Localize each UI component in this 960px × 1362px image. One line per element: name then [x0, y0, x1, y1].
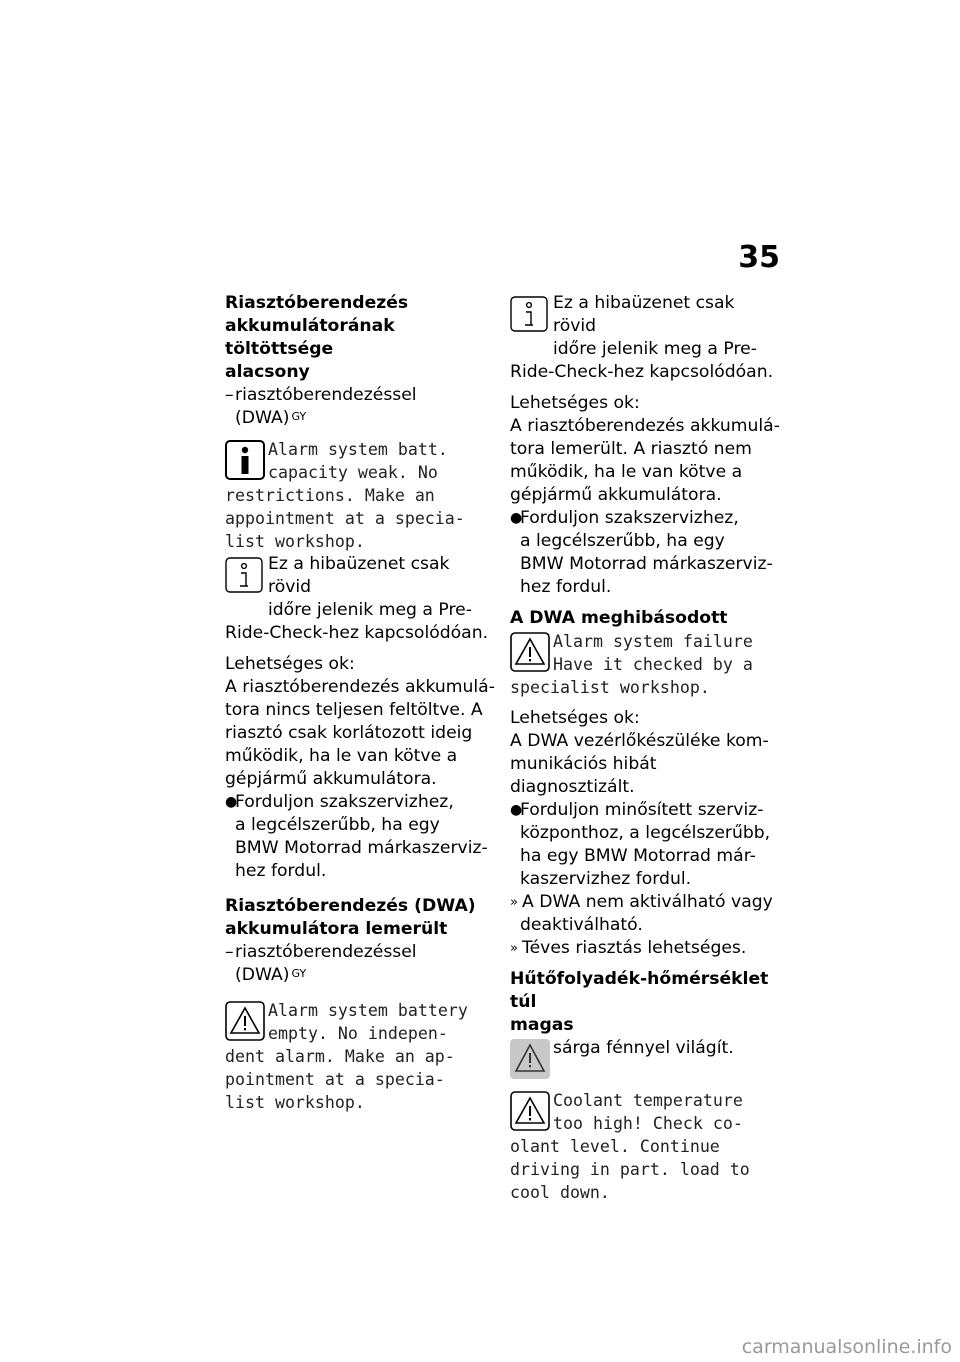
info-text: Ride-Check-hez kapcsolódóan.	[510, 362, 774, 382]
cause-text: Lehetséges ok:	[510, 393, 640, 413]
condition-text-part: (DWA)	[235, 408, 290, 428]
display-message: appointment at a specia-	[225, 509, 465, 528]
action-text: kaszervizhez fordul.	[520, 869, 692, 889]
display-message: too high! Check co-	[553, 1114, 743, 1133]
section-heading: Riasztóberendezés	[225, 293, 409, 313]
action-text: a legcélszerűbb, ha egy	[520, 531, 725, 551]
cause-text: A riasztóberendezés akkumulá-	[225, 677, 495, 697]
action-text: Forduljon minősített szerviz-	[520, 800, 764, 820]
action-text: központhoz, a legcélszerűbb,	[520, 823, 771, 843]
watermark: carmanualsonline.info	[741, 1336, 952, 1358]
bullet-marker: ●	[510, 802, 523, 818]
action-text: hez fordul.	[520, 577, 612, 597]
bullet-marker: ●	[510, 510, 523, 526]
warning-lamp-icon	[510, 1039, 550, 1079]
cause-text: működik, ha le van kötve a	[510, 462, 743, 482]
market-code: GY	[291, 410, 307, 423]
action-text: a legcélszerűbb, ha egy	[235, 815, 440, 835]
display-message: Alarm system batt.	[268, 440, 448, 459]
display-message: pointment at a specia-	[225, 1070, 445, 1089]
display-message: Alarm system battery	[268, 1001, 468, 1020]
action-text: BMW Motorrad márkaszerviz-	[520, 554, 773, 574]
cause-text: A riasztóberendezés akkumulá-	[510, 416, 780, 436]
right-column	[510, 292, 782, 1204]
info-text: időre jelenik meg a Pre-	[268, 600, 472, 620]
warning-lamp-row	[510, 1037, 782, 1083]
cause-text: Lehetséges ok:	[225, 654, 355, 674]
condition-text: riasztóberendezéssel	[235, 385, 417, 405]
info-text: időre jelenik meg a Pre-	[553, 339, 757, 359]
warning-triangle-icon	[225, 1001, 265, 1041]
section-heading: Riasztóberendezés (DWA)	[225, 896, 476, 916]
cause-text: A DWA vezérlőkészüléke kom-	[510, 731, 769, 751]
display-message: list workshop.	[225, 532, 365, 551]
result-item	[510, 937, 782, 960]
action-item	[510, 507, 782, 530]
condition-item	[225, 941, 495, 964]
info-text: Ez a hibaüzenet csak rövid	[553, 293, 735, 336]
display-message-block	[225, 438, 495, 553]
dash-marker: –	[225, 385, 234, 405]
display-message: driving in part. load to	[510, 1160, 750, 1179]
display-message-block	[225, 999, 495, 1114]
page-number: 35	[738, 240, 780, 275]
action-text: Forduljon szakszervizhez,	[235, 792, 454, 812]
display-message: capacity weak. No	[268, 463, 438, 482]
cause-text: működik, ha le van kötve a	[225, 746, 458, 766]
bullet-marker: ●	[225, 794, 238, 810]
result-marker: »	[510, 895, 518, 910]
lamp-status-text: sárga fénnyel világít.	[553, 1038, 734, 1058]
condition-text	[225, 407, 495, 430]
result-text: A DWA nem aktiválható vagy	[522, 892, 773, 912]
section-heading: akkumulátorának töltöttsége	[225, 316, 395, 359]
info-icon	[510, 294, 550, 334]
display-message: empty. No indepen-	[268, 1024, 448, 1043]
left-column	[225, 292, 495, 1114]
section-heading: magas	[510, 1015, 574, 1035]
action-text: hez fordul.	[235, 861, 327, 881]
market-code: GY	[291, 967, 307, 980]
display-message: cool down.	[510, 1183, 610, 1202]
info-icon	[225, 555, 265, 595]
display-message-block	[510, 630, 782, 699]
condition-item	[225, 384, 495, 407]
display-message: olant level. Continue	[510, 1137, 720, 1156]
info-note	[225, 553, 495, 645]
section-heading: akkumulátora lemerült	[225, 919, 448, 939]
cause-text: tora lemerült. A riasztó nem	[510, 439, 752, 459]
cause-text: gépjármű akkumulátora.	[510, 485, 722, 505]
action-text: BMW Motorrad márkaszerviz-	[235, 838, 488, 858]
warning-triangle-icon	[510, 632, 550, 672]
display-message: dent alarm. Make an ap-	[225, 1047, 455, 1066]
condition-text: riasztóberendezéssel	[235, 942, 417, 962]
condition-text-part: (DWA)	[235, 965, 290, 985]
cause-text: munikációs hibát diagnosztizált.	[510, 754, 657, 797]
action-text: ha egy BMW Motorrad már-	[520, 846, 756, 866]
display-message: Alarm system failure	[553, 632, 753, 651]
display-message-block	[510, 1089, 782, 1204]
cause-text: Lehetséges ok:	[510, 708, 640, 728]
action-text: Forduljon szakszervizhez,	[520, 508, 739, 528]
result-marker: »	[510, 941, 518, 956]
section-heading: alacsony	[225, 362, 310, 382]
result-item	[510, 891, 782, 914]
section-heading: Hűtőfolyadék-hőmérséklet túl	[510, 969, 769, 1012]
display-message: Have it checked by a	[553, 655, 753, 674]
info-text: Ez a hibaüzenet csak rövid	[268, 554, 450, 597]
dash-marker: –	[225, 942, 234, 962]
display-message: specialist workshop.	[510, 678, 710, 697]
info-note	[510, 292, 782, 384]
condition-text	[225, 964, 495, 987]
result-text: deaktiválható.	[520, 915, 643, 935]
section-heading: A DWA meghibásodott	[510, 608, 728, 628]
warning-triangle-icon	[510, 1091, 550, 1131]
display-message: restrictions. Make an	[225, 486, 435, 505]
cause-text: gépjármű akkumulátora.	[225, 769, 437, 789]
action-item	[510, 799, 782, 822]
display-message: list workshop.	[225, 1093, 365, 1112]
action-item	[225, 791, 495, 814]
info-text: Ride-Check-hez kapcsolódóan.	[225, 623, 489, 643]
cause-text: riasztó csak korlátozott ideig	[225, 723, 473, 743]
cause-text: tora nincs teljesen feltöltve. A	[225, 700, 483, 720]
result-text: Téves riasztás lehetséges.	[522, 938, 747, 958]
display-message: Coolant temperature	[553, 1091, 743, 1110]
info-icon	[225, 440, 265, 480]
